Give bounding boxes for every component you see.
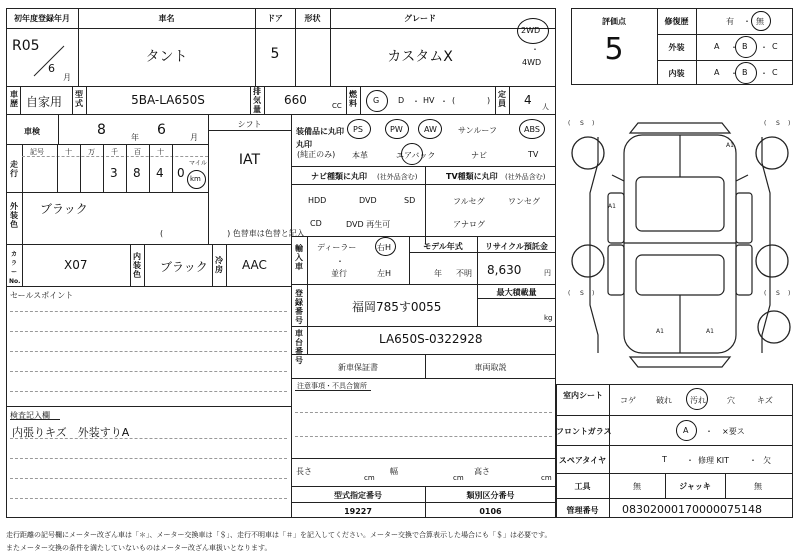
tools-header: 工具 (574, 482, 591, 491)
equip-aw: AW (424, 125, 437, 134)
height-cm: cm (541, 474, 552, 482)
svg-text:): ) (788, 120, 791, 127)
grade-header: グレード (404, 14, 436, 23)
ext-dot1: ・ (730, 43, 738, 52)
length-cm: cm (364, 474, 375, 482)
svg-text:S: S (776, 290, 780, 297)
fuel-dot2: ・ (440, 97, 448, 106)
km-unit: km (190, 175, 201, 183)
place-1k: 千 (111, 148, 118, 156)
model-header: 型式 (75, 90, 83, 108)
main-form (6, 8, 556, 518)
chassis-header: 車台番号 (295, 329, 303, 365)
reg-year: R05 (12, 38, 40, 54)
damage-a1-1: A1 (726, 142, 734, 149)
ext-dot2: ・ (760, 43, 768, 52)
spare-none: 欠 (763, 456, 771, 465)
tv-oneseg: ワンセグ (508, 197, 540, 206)
drive-2wd: 2WD (521, 26, 541, 35)
fuel-dot1: ・ (412, 97, 420, 106)
fuel-d: D (398, 96, 405, 105)
interior-color-header: 内装色 (133, 252, 141, 279)
svg-text:S: S (580, 290, 584, 297)
warranty-header: 新車保証書 (338, 363, 378, 372)
int-dot1: ・ (730, 69, 738, 78)
interior-sheet-header: 室内シート (563, 391, 603, 400)
spare-dot2: ・ (749, 456, 757, 465)
mileage-header: 走行 (10, 160, 18, 178)
import-header: 輸入車 (295, 244, 303, 271)
usage-header: 車歴 (10, 90, 18, 108)
mileage-digit-4: 0 (177, 166, 185, 180)
capacity-unit: 人 (542, 103, 549, 111)
jack-value: 無 (754, 482, 762, 491)
jack-header: ジャッキ (679, 482, 711, 491)
fuel-header: 燃料 (349, 90, 357, 108)
svg-text:S: S (580, 120, 584, 127)
tv-type-note: (社外品含む) (505, 173, 546, 181)
max-load-kg: kg (544, 314, 553, 322)
place-10m: 十 (65, 148, 72, 156)
recycle-yen: 円 (544, 269, 551, 277)
equip-abs: ABS (524, 125, 540, 134)
nav-dvd: DVD (359, 196, 377, 205)
cc-unit: CC (332, 102, 342, 110)
equip-ps: PS (353, 125, 363, 134)
class-code-value: 0106 (479, 507, 502, 516)
tools-value: 無 (633, 482, 641, 491)
nav-hdd: HDD (308, 196, 327, 205)
svg-text:): ) (592, 120, 595, 127)
mileage-digit-2: 8 (133, 166, 141, 180)
seat-tear: 破れ (656, 396, 672, 405)
seat-scratch: キズ (757, 396, 773, 405)
height-header: 高さ (474, 467, 490, 476)
svg-text:): ) (592, 290, 595, 297)
mileage-digit-1: 3 (110, 166, 118, 180)
model-designation-header: 型式指定番号 (334, 491, 382, 500)
car-damage-diagram (560, 105, 800, 380)
repair-no: 無 (756, 17, 764, 26)
equipment-note: (純正のみ) (297, 150, 336, 159)
place-100: 百 (134, 148, 141, 156)
exterior-color-header: 外装色 (10, 202, 18, 229)
inspection-year: 8 (97, 122, 106, 138)
sales-point-header: セールスポイント (10, 291, 74, 300)
seat-dirt: 汚れ (690, 396, 706, 405)
model-year-unknown: 不明 (456, 269, 472, 278)
displacement-value: 660 (284, 93, 307, 107)
reg-month-unit: 月 (63, 73, 71, 82)
door-header: ドア (267, 14, 283, 23)
seat-burn: コゲ (620, 396, 636, 405)
steer-left: 左H (377, 269, 392, 278)
reg-no-header: 登録番号 (295, 289, 303, 325)
nav-type-header: ナビ種類に丸印 (311, 172, 367, 181)
car-name: タント (145, 49, 188, 65)
equip-pw: PW (390, 125, 403, 134)
place-10k: 万 (88, 148, 95, 156)
score-value: 5 (604, 32, 624, 67)
interior-header: 内装 (668, 69, 685, 78)
nav-sd: SD (404, 196, 416, 205)
model-year-header: モデル年式 (423, 242, 463, 251)
first-reg-header: 初年度登録年月 (14, 14, 70, 23)
shift-header: シフト (237, 120, 262, 129)
import-dealer: ディーラー (317, 243, 357, 252)
inspection-year-unit: 年 (131, 133, 139, 142)
seat-hole: 穴 (727, 396, 735, 405)
svg-text:(: ( (568, 120, 571, 127)
equipment-hdr-gap: 丸印 (296, 140, 312, 149)
windshield-dot: ・ (705, 427, 713, 436)
inspection-month: 6 (157, 122, 166, 138)
notes-header: 注意事項・不具合箇所 (297, 382, 367, 390)
capacity-value: 4 (524, 93, 532, 107)
int-c: C (772, 68, 778, 77)
footer-line-1: 走行距離の記号欄にメーター改ざん車は「＊」、メーター交換車は「＄」、走行不明車は「＃」を記入してください。メーター交換で合算表示した場合にも「＄」は必要です。 (6, 531, 552, 539)
exterior-header: 外装 (668, 43, 685, 52)
spare-dot1: ・ (686, 456, 694, 465)
int-a: A (714, 68, 720, 77)
mgmt-no-header: 管理番号 (566, 506, 599, 515)
length-header: 長さ (296, 467, 312, 476)
interior-color-value: ブラック (160, 260, 208, 274)
car-name-header: 車名 (158, 14, 175, 23)
tv-type-header: TV種類に丸印 (446, 172, 498, 181)
mgmt-number: 08302000170000075148 (622, 503, 762, 516)
class-code-header: 類別区分番号 (466, 491, 515, 500)
door-count: 5 (270, 46, 280, 62)
repair-yes: 有 (726, 17, 734, 26)
svg-text:(: ( (764, 120, 767, 127)
fuel-paren-open: ( (452, 96, 456, 105)
chassis-number: LA650S-0322928 (379, 332, 483, 346)
nav-type-note: (社外品含む) (377, 173, 418, 181)
windshield-a: A (683, 426, 689, 435)
equip-tv: TV (528, 150, 539, 159)
equip-sunroof: サンルーフ (458, 126, 497, 135)
max-load-header: 最大積載量 (496, 288, 537, 297)
svg-text:(: ( (568, 290, 571, 297)
drive-4wd: 4WD (522, 58, 542, 67)
place-kigou: 記号 (30, 148, 44, 156)
tv-fullseg: フルセグ (453, 197, 485, 206)
width-header: 幅 (390, 467, 398, 476)
ext-c: C (772, 42, 778, 51)
exterior-color-value: ブラック (40, 202, 88, 216)
damage-a1-4: A1 (706, 328, 714, 335)
import-dot: ・ (336, 257, 344, 266)
ext-b: B (742, 42, 748, 51)
capacity-header: 定員 (498, 90, 506, 108)
ac-value: AAC (242, 258, 267, 272)
color-no-value: X07 (64, 258, 88, 272)
equipment-header: 装備品に丸印 (296, 127, 344, 136)
recycle-header: リサイクル預託金 (485, 242, 548, 251)
color-no-header: カラーNo. (9, 251, 21, 285)
manual-header: 車両取説 (474, 363, 507, 372)
equip-airbag: エアバック (396, 151, 436, 160)
score-header: 評価点 (602, 17, 626, 26)
usage-value: 自家用 (26, 95, 63, 109)
svg-text:): ) (788, 290, 791, 297)
inspection-month-unit: 月 (190, 133, 198, 142)
damage-a1-3: A1 (656, 328, 664, 335)
nav-cd: CD (310, 219, 322, 228)
import-parallel: 並行 (331, 269, 347, 278)
steer-right: 右H (377, 243, 392, 252)
int-b: B (742, 68, 748, 77)
ext-a: A (714, 42, 720, 51)
inspector-header: 検査記入欄 (10, 411, 50, 420)
fuel-g: G (373, 96, 380, 105)
color-change-note: ( ) 色替車は色替と記入 (160, 229, 305, 238)
mile-unit: マイル (189, 160, 207, 167)
shape-header: 形状 (304, 14, 321, 23)
spare-tire-header: スペアタイヤ (558, 456, 607, 465)
shift-value: IAT (238, 152, 261, 168)
model-designation-value: 19227 (344, 507, 372, 516)
drive-dot: ・ (531, 45, 539, 54)
svg-text:(: ( (764, 290, 767, 297)
displacement-header: 排気量 (253, 87, 261, 114)
int-dot2: ・ (760, 69, 768, 78)
ac-header: 冷房 (215, 256, 223, 274)
footer-line-2: またメーター交換の条件を満たしていないものはメーター改ざん車扱いとなります。 (6, 544, 272, 552)
model-year-unit: 年 (434, 269, 442, 278)
inspector-note: 内張りキズ 外装すりA (12, 426, 130, 439)
svg-text:S: S (776, 120, 780, 127)
mileage-digit-3: 4 (156, 166, 164, 180)
grade-value: カスタムX (387, 49, 453, 65)
fuel-hv: HV (423, 96, 435, 105)
fuel-paren-close: ) (487, 96, 491, 105)
model-value: 5BA-LA650S (131, 93, 205, 107)
reg-month: 6 (48, 62, 55, 75)
tv-analog: アナログ (453, 220, 485, 229)
inspection-header: 車検 (24, 127, 40, 136)
windshield-replace: ×要ス (722, 427, 745, 436)
damage-a1-2: A1 (608, 203, 616, 210)
spare-kit: 修理 KIT (698, 456, 730, 465)
spare-t: T (662, 455, 667, 464)
nav-dvd-play: DVD 再生可 (346, 220, 391, 229)
recycle-fee: 8,630 (487, 263, 522, 277)
equip-leather: 本革 (352, 151, 368, 160)
repair-dot: ・ (743, 17, 751, 26)
equip-nav: ナビ (471, 151, 487, 160)
width-cm: cm (453, 474, 464, 482)
repair-history-header: 修復歴 (664, 17, 689, 26)
place-10: 十 (157, 148, 164, 156)
reg-number: 福岡785す0055 (352, 300, 442, 314)
windshield-header: フロントガラス (556, 427, 612, 436)
